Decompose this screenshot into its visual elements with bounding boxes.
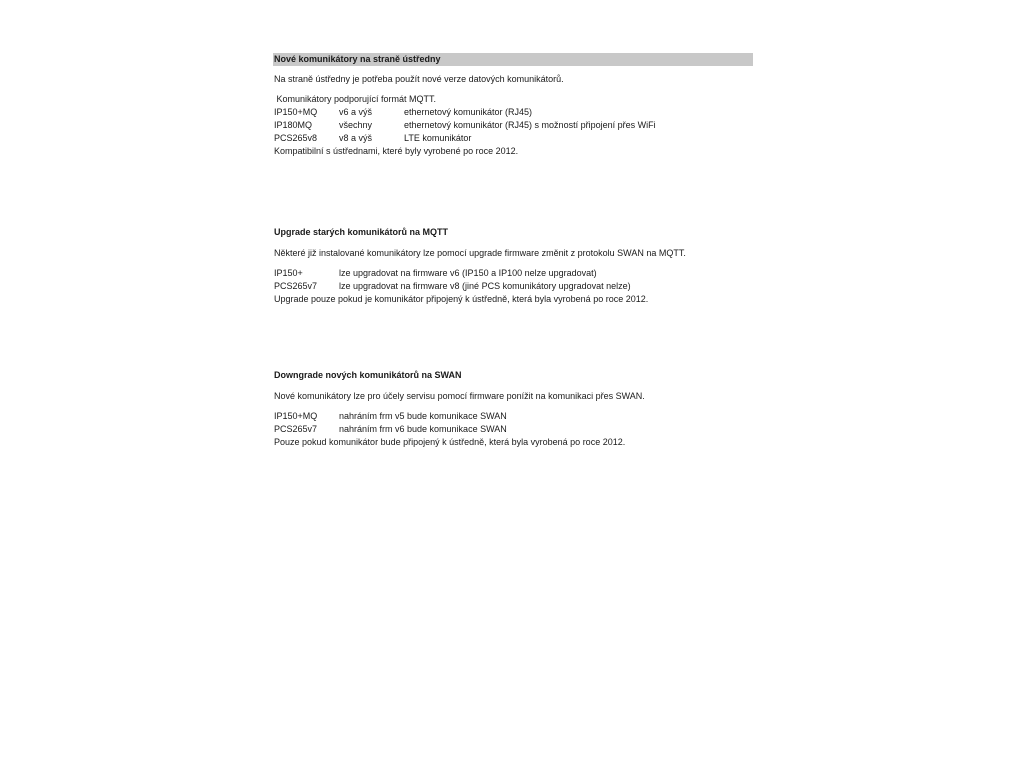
row-model: IP180MQ — [274, 120, 313, 130]
document-page — [273, 53, 753, 449]
row-model: PCS265v7 — [274, 424, 318, 434]
row-version: všechny — [339, 120, 373, 130]
section-title: Nové komunikátory na straně ústředny — [273, 53, 753, 66]
row-description: ethernetový komunikátor (RJ45) s možností připojení přes WiFi — [404, 120, 656, 130]
row-model: IP150+ — [274, 268, 303, 278]
table-row — [274, 106, 752, 119]
row-model: IP150+MQ — [274, 411, 318, 421]
section-title: Downgrade nových komunikátorů na SWAN — [274, 370, 462, 380]
row-description: lze upgradovat na firmware v6 (IP150 a IP100 nelze upgradovat) — [339, 268, 597, 278]
section-new-communicators — [273, 53, 753, 158]
section-upgrade — [273, 226, 753, 306]
row-description: nahráním frm v6 bude komunikace SWAN — [339, 424, 507, 434]
section-title: Upgrade starých komunikátorů na MQTT — [274, 227, 449, 237]
table-row — [274, 280, 752, 293]
row-description: LTE komunikátor — [404, 133, 472, 143]
table-row — [274, 119, 752, 132]
section-footer: Upgrade pouze pokud je komunikátor připojený k ústředně, která byla vyrobená po roce 2012. — [274, 294, 649, 304]
section-intro: Na straně ústředny je potřeba použít nové verze datových komunikátorů. — [274, 74, 564, 84]
row-description: ethernetový komunikátor (RJ45) — [404, 107, 533, 117]
row-version: v8 a výš — [339, 133, 373, 143]
section-footer: Kompatibilní s ústřednami, které byly vyrobené po roce 2012. — [274, 146, 519, 156]
section-intro: Nové komunikátory lze pro účely servisu pomocí firmware ponížit na komunikaci přes SWAN. — [274, 391, 645, 401]
row-description: nahráním frm v5 bude komunikace SWAN — [339, 411, 507, 421]
table-row — [274, 410, 752, 423]
row-version: v6 a výš — [339, 107, 373, 117]
section-intro: Některé již instalované komunikátory lze pomocí upgrade firmware změnit z protokolu SWAN na MQTT. — [274, 248, 686, 258]
row-model: IP150+MQ — [274, 107, 318, 117]
row-model: PCS265v7 — [274, 281, 318, 291]
section-downgrade — [273, 369, 753, 449]
row-model: PCS265v8 — [274, 133, 318, 143]
row-description: lze upgradovat na firmware v8 (jiné PCS komunikátory upgradovat nelze) — [339, 281, 631, 291]
section-footer: Pouze pokud komunikátor bude připojený k ústředně, která byla vyrobená po roce 2012. — [274, 437, 626, 447]
table-row — [274, 423, 752, 436]
section-subheading: Komunikátory podporující formát MQTT. — [274, 94, 437, 104]
table-row — [274, 267, 752, 280]
table-row — [274, 132, 752, 145]
